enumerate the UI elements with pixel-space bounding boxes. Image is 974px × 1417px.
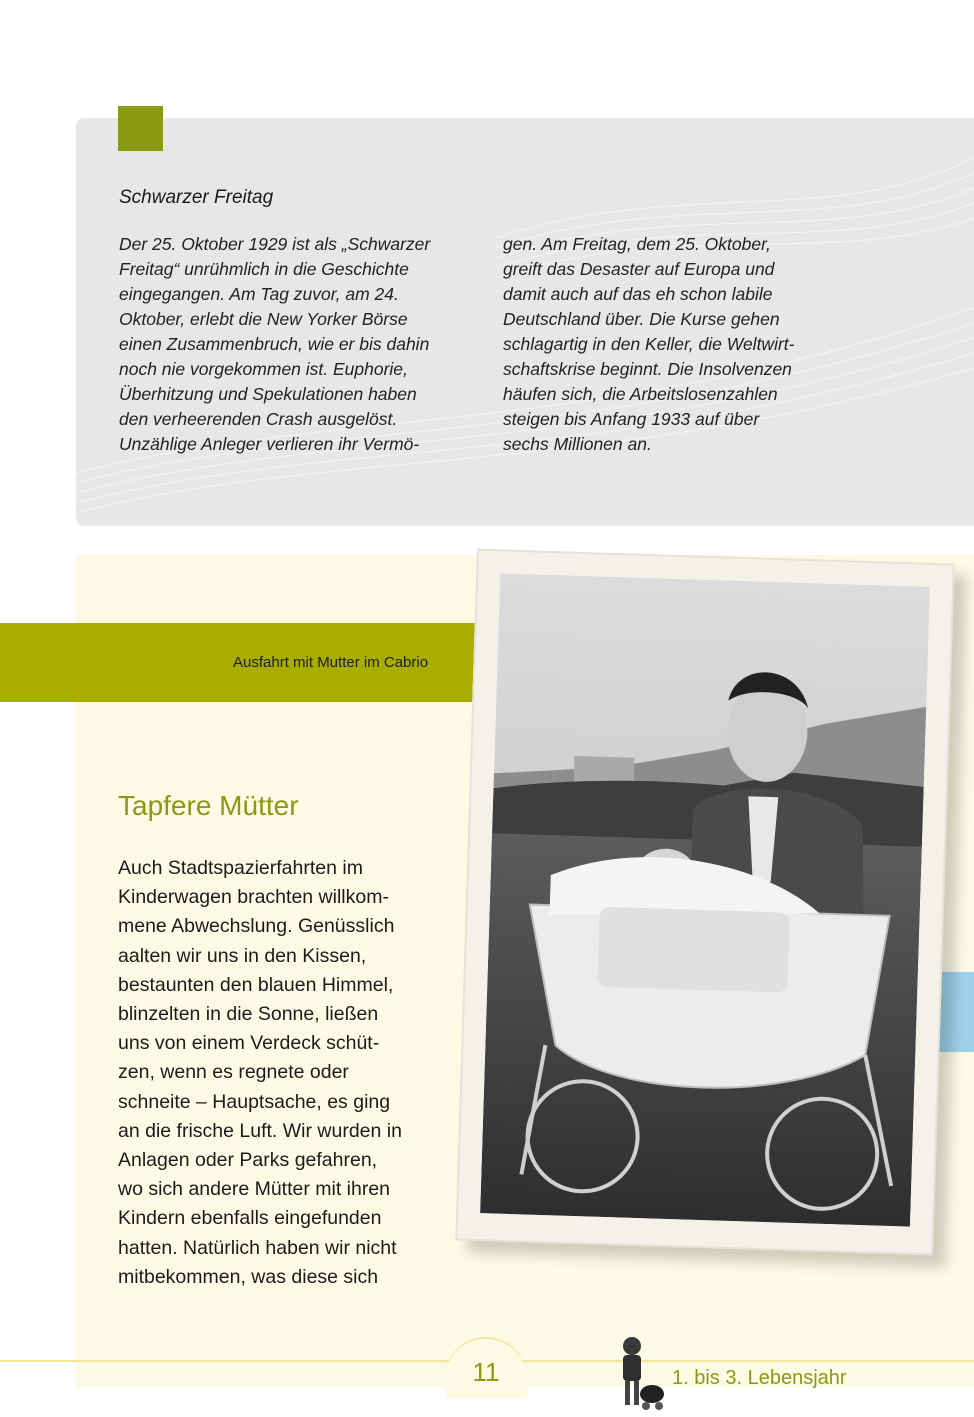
text-line: zen, wenn es regnete oder: [118, 1061, 349, 1084]
text-line: damit auch auf das eh schon labile: [503, 284, 773, 304]
text-line: schneite – Hauptsache, es ging: [118, 1090, 391, 1113]
text-line: bestaunten den blauen Himmel,: [118, 973, 394, 996]
text-line: noch nie vorgekommen ist. Euphorie,: [119, 359, 408, 379]
text-line: Freitag“ unrühmlich in die Geschichte: [119, 259, 409, 279]
text-line: schaftskrise beginnt. Die Insolvenzen: [503, 359, 792, 379]
text-line: mene Abwechslung. Genüsslich: [118, 915, 395, 938]
text-line: Kinderwagen brachten willkom-: [118, 886, 389, 909]
info-box-left-column: [119, 232, 430, 457]
text-line: Anlagen oder Parks gefahren,: [118, 1149, 378, 1172]
text-line: sechs Millionen an.: [503, 434, 652, 454]
text-line: eingegangen. Am Tag zuvor, am 24.: [119, 284, 399, 304]
text-line: Der 25. Oktober 1929 ist als „Schwarzer: [119, 234, 431, 254]
section-body: [118, 854, 402, 1292]
text-line: hatten. Natürlich haben wir nicht: [118, 1236, 397, 1259]
vintage-photo: [455, 549, 955, 1256]
text-line: an die frische Luft. Wir wurden in: [118, 1119, 402, 1142]
section-marker: [118, 106, 163, 151]
text-line: mitbekommen, was diese sich: [118, 1265, 379, 1288]
text-line: greift das Desaster auf Europa und: [503, 259, 775, 279]
text-line: Oktober, erlebt die New Yorker Börse: [119, 309, 408, 329]
text-line: schlagartig in den Keller, die Weltwirt-: [503, 334, 795, 354]
child-with-toy-icon: [612, 1332, 668, 1414]
text-line: blinzelten in die Sonne, ließen: [118, 1003, 379, 1026]
text-line: Kindern ebenfalls eingefunden: [118, 1207, 382, 1230]
text-line: Überhitzung und Spekulationen haben: [119, 384, 417, 404]
photo-image: [480, 573, 930, 1226]
info-box-title: Schwarzer Freitag: [119, 187, 274, 208]
text-line: Auch Stadtspazierfahrten im: [118, 857, 363, 879]
text-line: steigen bis Anfang 1933 auf über: [503, 409, 760, 429]
chapter-label: 1. bis 3. Lebensjahr: [672, 1367, 847, 1389]
text-line: einen Zusammenbruch, wie er bis dahin: [119, 334, 430, 354]
text-line: uns von einem Verdeck schüt-: [118, 1032, 380, 1055]
text-line: häufen sich, die Arbeitslosenzahlen: [503, 384, 778, 404]
info-box-right-column: [503, 232, 794, 457]
text-line: Unzählige Anleger verlieren ihr Vermö-: [119, 434, 420, 454]
text-line: gen. Am Freitag, dem 25. Oktober,: [503, 234, 771, 254]
text-line: wo sich andere Mütter mit ihren: [118, 1178, 391, 1201]
page-number: 11: [472, 1357, 500, 1387]
text-line: aalten wir uns in den Kissen,: [118, 944, 367, 967]
photo-caption: Ausfahrt mit Mutter im Cabrio: [233, 654, 429, 671]
text-line: den verheerenden Crash ausgelöst.: [119, 409, 398, 429]
text-line: Deutschland über. Die Kurse gehen: [503, 309, 780, 329]
section-title: Tapfere Mütter: [118, 790, 299, 821]
